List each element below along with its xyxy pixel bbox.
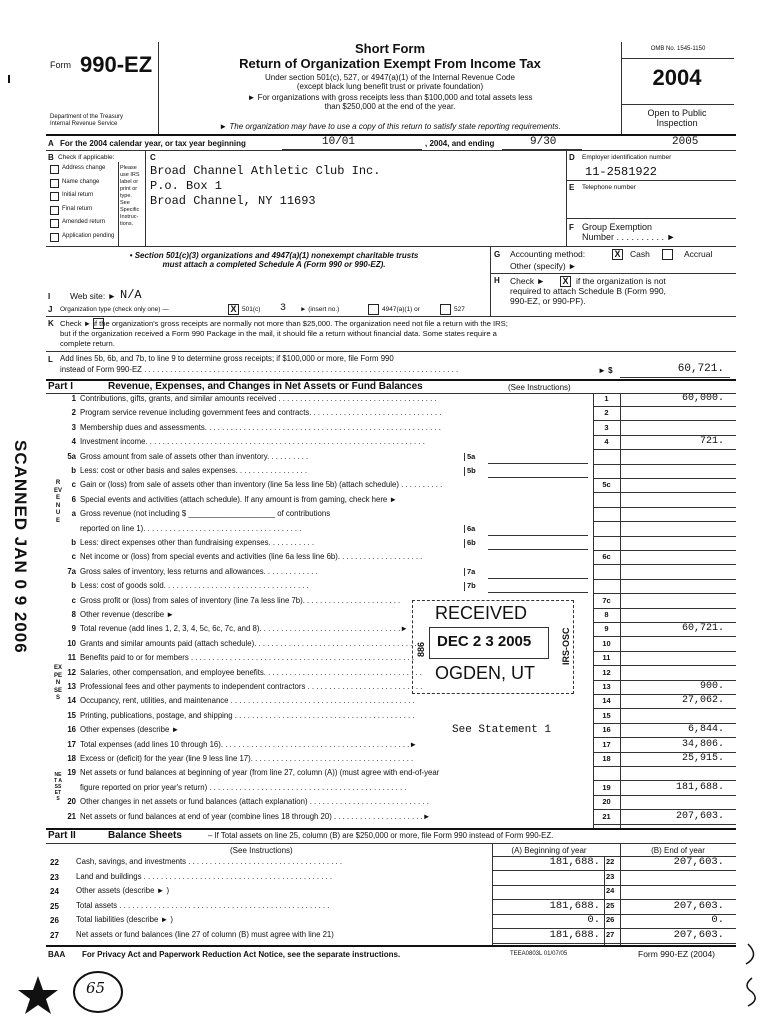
line-l-label: L (48, 355, 53, 364)
line-box-label: 6c (602, 552, 611, 562)
applicable-checkbox[interactable] (50, 192, 59, 201)
4947-checkbox[interactable] (368, 304, 379, 315)
balance-line-text: Land and buildings . . . . . . . . . . . . . . . . . . . . . . . . . . . . . . . . . . . . . . . . . . . . (76, 872, 333, 881)
star-mark (18, 976, 58, 1014)
line-amount[interactable]: 60,721. (681, 623, 724, 635)
line-text: Salaries, other compensation, and employee benefits. . . . . . . . . . . . . . . . . . . . . . . . . . . . . . . . . . . . . (80, 668, 422, 677)
line-e-label: E (569, 183, 575, 192)
irs-label-line: use IRS (120, 172, 140, 178)
line-text: Gain or (loss) from sale of assets other than inventory (line 5a less line 5b) (attach schedule) . . . . . . . . . . (80, 481, 443, 490)
col-a-header: (A) Beginning of year (511, 846, 587, 855)
row-rule (593, 564, 736, 565)
applicable-label: Application pending (62, 232, 115, 239)
col-b-header: (B) End of year (651, 846, 705, 855)
website-label: Web site: ► (70, 291, 117, 301)
applicable-label: Initial return (62, 192, 94, 198)
mid-box-label: 5b (464, 467, 488, 476)
line-box-label: 11 (602, 653, 611, 663)
line-text: Excess or (deficit) for the year (line 9 less line 17). . . . . . . . . . . . . . . . . . . . . . . . . . . . . . . . . . . . . . (80, 755, 414, 763)
inspection: Inspection (656, 118, 698, 128)
row-rule (593, 492, 736, 493)
line-box-label: 2 (604, 408, 609, 418)
line-k-text3: complete return. (60, 339, 115, 348)
line-g-label: G (494, 250, 501, 259)
ein-value: 11-2581922 (585, 165, 658, 179)
balance-line-text: Other assets (describe ► ) (76, 887, 170, 896)
gross-receipts-amount: 60,721. (677, 363, 724, 375)
part1-label: Part I (48, 381, 74, 392)
part2-subtitle: – If Total assets on line 25, column (B) are $250,000 or more, file Form 990 instead of Form 990-EZ. (208, 831, 554, 840)
line-number: 1 (71, 394, 76, 403)
line-text: reported on line 1). . . . . . . . . . . . . . . . . . . . . . . . . . . . . . . . . . . . . (80, 524, 302, 533)
irs-label-note (120, 165, 140, 228)
line-amount[interactable]: 25,915. (681, 753, 724, 764)
end-year-amount[interactable]: 207,603. (673, 899, 724, 912)
group-exemption: Group Exemption (582, 222, 653, 232)
row-rule (593, 608, 736, 609)
form-title: Return of Organization Exempt From Income Tax (239, 56, 541, 71)
501c-checkbox[interactable]: X (228, 304, 239, 315)
title-small: Short Form (354, 41, 426, 56)
form-code: TEEA0803L 01/07/05 (510, 951, 568, 957)
line-text: Less: direct expenses other than fundraising expenses. . . . . . . . . . . (80, 539, 315, 547)
form-number: 990-EZ (80, 52, 153, 77)
part1-see: (See Instructions) (508, 383, 571, 392)
irs-label-line: Specific (120, 207, 140, 213)
mid-amount-field[interactable] (488, 535, 588, 536)
527-label: 527 (454, 306, 465, 313)
stamp-received: RECEIVED (435, 603, 528, 623)
mid-amount-field[interactable] (488, 477, 588, 478)
applicable-checkbox[interactable] (50, 219, 59, 228)
row-rule (593, 795, 736, 796)
subtitle-4: than $250,000 at the end of the year. (324, 102, 456, 111)
irs-label-line: label or (120, 179, 139, 185)
line-number: 20 (67, 797, 76, 807)
line-number: 13 (67, 682, 76, 691)
line-number: 19 (67, 768, 76, 778)
website-value: N/A (120, 288, 142, 302)
irs-label-line: type. (120, 193, 132, 199)
mid-box-label: 6a (464, 525, 488, 534)
balance-box-label: 26 (606, 915, 615, 925)
line-box-label: 10 (602, 638, 611, 648)
line-b-label: B (48, 153, 54, 162)
row-rule (593, 550, 736, 551)
tax-year: 2004 (652, 65, 702, 90)
line-l-text2: instead of Form 990-EZ . . . . . . . . . . . . . . . . . . . . . . . . . . . . . . . . . . . . . . . . . . . . . . . . . . . . . . . . . . . . . . . . . . . . . . . . . (60, 366, 459, 374)
org-type-label: Organization type (check only one) — (60, 306, 169, 313)
irs-label-line: See (120, 200, 130, 206)
row-rule (593, 766, 736, 767)
line-l-text1: Add lines 5b, 6b, and 7b, to line 9 to determine gross receipts; if $100,000 or more, file Form 990 (60, 354, 394, 363)
line-amount[interactable]: 34,806. (681, 738, 724, 750)
line-box-label: 12 (602, 667, 611, 677)
stamp-date: DEC 2 3 2005 (437, 633, 532, 650)
line-text: Program service revenue including government fees and contracts. . . . . . . . . . . . . . . . . . . . . . . . . . . . . . . (80, 409, 442, 418)
line-h-text2: required to attach Schedule B (Form 990, (510, 286, 666, 296)
line-i-label: I (48, 292, 51, 301)
527-checkbox[interactable] (440, 304, 451, 315)
beginning-year-amount[interactable]: 0. (587, 914, 600, 927)
balance-row-rule (492, 885, 736, 886)
balance-row-rule (492, 943, 736, 944)
tax-year-begin: 10/01 (322, 136, 356, 148)
row-rule (593, 824, 736, 825)
beginning-year-amount[interactable]: 181,688. (549, 856, 600, 868)
balance-line-text: Total assets . . . . . . . . . . . . . . . . . . . . . . . . . . . . . . . . . . . . . . . . . . . . . . . . . (76, 901, 330, 910)
circle-number: 65 (86, 979, 106, 997)
scanned-mark: SCANNED JAN 0 9 2006 (11, 440, 30, 654)
mid-box-label: 7b (464, 582, 488, 591)
beginning-year-amount[interactable]: 181,688. (549, 929, 600, 941)
line-text: Membership dues and assessments. . . . . . . . . . . . . . . . . . . . . . . . . . . . . . . . . . . . . . . . . . . . . . . . . . . . . . . (80, 423, 441, 432)
line-number: 2 (71, 408, 76, 418)
line-h-label: H (494, 276, 500, 285)
line-number: 21 (67, 811, 76, 821)
row-rule (593, 651, 736, 652)
part2-title: Balance Sheets (108, 830, 182, 841)
tax-year-end: 9/30 (530, 136, 557, 148)
line-box-label: 1 (604, 394, 609, 403)
line-box-label: 19 (602, 782, 611, 792)
row-rule (593, 406, 736, 407)
line-box-label: 7c (602, 595, 611, 605)
line-d-label: D (569, 153, 575, 162)
tax-year-end-year: 2005 (672, 136, 699, 148)
row-rule (593, 449, 736, 450)
note-501-line1: • Section 501(c)(3) organizations and 4947(a)(1) nonexempt charitable trusts (129, 251, 419, 260)
balance-line-text: Cash, savings, and investments . . . . . . . . . . . . . . . . . . . . . . . . . . . . . . . . . . . . (76, 858, 343, 866)
line-text: Net assets or fund balances at beginning of year (from line 27, column (A)) (must agree with end-of-year (80, 769, 440, 778)
line-text: figure reported on prior year's return) . . . . . . . . . . . . . . . . . . . . . . . . . . . . . . . . . . . . . . . . . . . . . . (80, 783, 407, 792)
line-text: Total expenses (add lines 10 through 16). . . . . . . . . . . . . . . . . . . . . . . . . . . . . . . . . . . . . . . . . . . .► (80, 740, 418, 749)
telephone-title: Telephone number (582, 184, 636, 191)
line-text: Other expenses (describe ► (80, 726, 180, 735)
line-number: b (71, 538, 76, 547)
mid-amount-field[interactable] (488, 592, 588, 593)
line-box-label: 14 (602, 696, 611, 706)
line-amount[interactable]: 60,000. (681, 393, 724, 404)
line-amount[interactable]: 721. (699, 436, 724, 448)
row-rule (593, 464, 736, 465)
line-number: c (71, 552, 76, 562)
end-year-amount[interactable]: 207,603. (673, 929, 724, 941)
beginning-year-amount[interactable]: 181,688. (549, 899, 600, 912)
side-net-assets: NET ASSETS (54, 772, 62, 802)
part2-label: Part II (48, 830, 76, 841)
balance-box-label: 25 (606, 900, 615, 910)
subtitle-2: (except black lung benefit trust or private foundation) (296, 82, 484, 91)
subtitle-5: ► The organization may have to use a copy of this return to satisfy state reporting requirements. (219, 122, 561, 131)
accounting-other: Other (specify) ► (510, 261, 577, 271)
mid-amount-field[interactable] (488, 463, 588, 464)
line-j-label: J (48, 305, 53, 314)
irs-label-line: print or (120, 186, 138, 192)
line-f-label: F (569, 223, 574, 232)
line-text: Professional fees and other payments to independent contractors . . . . . . . . . . . . . . . . . . . . . . . . . . . (80, 683, 423, 691)
balance-line-text: Total liabilities (describe ► ) (76, 916, 173, 925)
subtitle-3: ► For organizations with gross receipts less than $100,000 and total assets less (247, 93, 533, 102)
group-number: Number . . . . . . . . . . ► (582, 232, 676, 242)
balance-box-label: 23 (606, 871, 615, 881)
row-rule (593, 536, 736, 537)
balance-row-rule (492, 870, 736, 871)
footer-form: Form 990-EZ (2004) (638, 949, 715, 959)
line-text: Other changes in net assets or fund balances (attach explanation) . . . . . . . . . . . . . . . . . . . . . . . . . . . . (80, 798, 429, 807)
mid-amount-field[interactable] (488, 578, 588, 579)
balance-line-number: 24 (50, 887, 59, 897)
line-number: 3 (71, 422, 76, 432)
line-number: a (71, 509, 76, 519)
line-box-label: 5c (602, 480, 611, 490)
line-k-text1: Check ► if the organization's gross receipts are normally not more than $25,000. The organization need not file a return with the IRS; (60, 319, 508, 328)
line-number: 18 (67, 754, 76, 763)
row-rule (593, 521, 736, 522)
balance-line-number: 25 (50, 901, 59, 911)
line-box-label: 18 (602, 754, 611, 763)
applicable-checkbox[interactable] (50, 233, 59, 242)
schedule-b-checkbox[interactable]: X (560, 276, 571, 287)
applicable-checkbox[interactable] (50, 165, 59, 174)
line-amount[interactable]: 181,688. (675, 781, 724, 793)
handwritten-marks (12, 970, 142, 1022)
line-text: Special events and activities (attach schedule). If any amount is from gaming, check here ► (80, 495, 398, 504)
applicable-label: Amended return (62, 219, 106, 225)
end-year-amount[interactable]: 0. (711, 914, 724, 927)
line-h-text3: 990-EZ, or 990-PF). (510, 296, 586, 306)
line-text: Contributions, gifts, grants, and similar amounts received . . . . . . . . . . . . . . . . . . . . . . . . . . . . . . . . . . . . . (80, 395, 437, 403)
line-text: Gross revenue (not including $ ____________________ of contributions (80, 510, 331, 519)
line-text: Other revenue (describe ► (80, 611, 174, 619)
row-rule (593, 636, 736, 637)
mid-box-label: 7a (464, 568, 488, 577)
row-rule (593, 579, 736, 580)
line-text: Net income or (loss) from special events and activities (line 6a less line 6b). . . . . . . . . . . . . . . . . . . . (80, 553, 423, 562)
privacy-notice: For Privacy Act and Paperwork Reduction Act Notice, see the separate instructions. (82, 950, 401, 959)
irs-label-line: Please (120, 165, 137, 171)
501c-label: 501(c) (242, 306, 261, 313)
line-box-label: 21 (602, 811, 611, 821)
line-number: 12 (67, 667, 76, 677)
cash-checkbox[interactable]: X (612, 249, 623, 260)
line-box-label: 16 (602, 725, 611, 735)
line-c-label: C (150, 153, 156, 162)
line-text: Gross sales of inventory, less returns and allowances. . . . . . . . . . . . . (80, 567, 318, 576)
line-text: Less: cost or other basis and sales expenses. . . . . . . . . . . . . . . . . (80, 467, 308, 475)
line-text: Net assets or fund balances at end of year (combine lines 18 through 20) . . . . . . . . . . . . . . . . . . . . .► (80, 812, 431, 821)
row-rule (593, 507, 736, 508)
4947-label: 4947(a)(1) or (382, 306, 420, 313)
org-address: P.o. Box 1 (150, 179, 223, 193)
side-revenue: REVENUE (54, 480, 63, 524)
balance-box-label: 24 (606, 886, 615, 896)
line-text: Investment income. . . . . . . . . . . . . . . . . . . . . . . . . . . . . . . . . . . . . . . . . . . . . . . . . . . . . . . . . . . . . . . . . (80, 438, 425, 447)
line-text: Benefits paid to or for members . . . . . . . . . . . . . . . . . . . . . . . . . . . . . . . . . . . . . . . . . . . . . . . . . . . . (80, 654, 415, 663)
balance-row-rule (492, 914, 736, 915)
line-text: Less: cost of goods sold. . . . . . . . . . . . . . . . . . . . . . . . . . . . . . . . . . (80, 582, 309, 591)
line-number: 14 (67, 696, 76, 706)
other-expenses-statement: See Statement 1 (452, 724, 552, 737)
accrual-checkbox[interactable] (662, 249, 673, 260)
line-number: 6 (71, 494, 76, 504)
balance-line-number: 23 (50, 872, 59, 882)
line-number: 7a (67, 566, 76, 576)
line-box-label: 9 (604, 624, 609, 634)
row-rule (593, 593, 736, 594)
margin-scribble (738, 940, 768, 1010)
applicable-label: Final return (62, 205, 93, 212)
form-label: Form (50, 60, 71, 70)
501c-number: 3 (280, 303, 287, 314)
line-amount[interactable]: 207,603. (675, 810, 724, 822)
line-box-label: 20 (602, 797, 611, 807)
mid-box-label: 6b (464, 539, 488, 548)
accounting-method: Accounting method: (510, 249, 586, 259)
end-year-amount[interactable]: 207,603. (673, 856, 724, 868)
insert-no: ► (insert no.) (300, 306, 340, 313)
line-number: 10 (67, 638, 76, 648)
line-h-check: Check ► (510, 276, 545, 286)
line-k-label: K (48, 319, 54, 328)
line-a-text: For the 2004 calendar year, or tax year beginning (60, 139, 246, 148)
line-number: b (71, 466, 76, 475)
line-text: Gross profit or (loss) from sales of inventory (line 7a less line 7b). . . . . . . . . . . . . . . . . . . . . . . (80, 596, 401, 605)
line-amount[interactable]: 6,844. (687, 724, 724, 736)
balance-line-number: 27 (50, 931, 59, 940)
line-k-text2: but if the organization received a Form 990 Package in the mail, it should file a return without financial data. Some states require a (60, 329, 497, 338)
row-rule (593, 478, 736, 479)
baa: BAA (48, 950, 66, 959)
org-city: Broad Channel, NY 11693 (150, 194, 316, 208)
accrual-label: Accrual (684, 249, 713, 259)
line-box-label: 15 (602, 710, 611, 720)
line-box-label: 4 (604, 437, 609, 447)
line-number: 4 (71, 437, 76, 447)
line-text: Printing, publications, postage, and shipping . . . . . . . . . . . . . . . . . . . . . . . . . . . . . . . . . . . . . . . . . . (80, 711, 415, 720)
cash-label: Cash (630, 249, 650, 259)
mid-box-label: 5a (464, 453, 488, 462)
line-amount[interactable]: 27,062. (681, 695, 724, 707)
line-number: 8 (71, 610, 76, 619)
scan-mark (8, 75, 10, 83)
row-rule (593, 420, 736, 421)
line-text: Grants and similar amounts paid (attach schedule). . . . . . . . . . . . . . . . . . . . . . . . . . . . . . . . . . . . . . (80, 639, 417, 648)
applicable-label: Name change (62, 178, 100, 185)
line-a-label: A (48, 139, 54, 148)
line-text: Total revenue (add lines 1, 2, 3, 4, 5c, 6c, 7c, and 8). . . . . . . . . . . . . . . . . . . . . . . . . . . . . . . . .► (80, 625, 408, 634)
row-rule (593, 708, 736, 709)
line-text: Occupancy, rent, utilities, and maintenance . . . . . . . . . . . . . . . . . . . . . . . . . . . . . . . . . . . . . . . . . . . (80, 697, 415, 706)
balance-box-label: 27 (606, 930, 615, 939)
check-applicable: Check if applicable: (58, 154, 115, 161)
applicable-checkbox[interactable] (50, 179, 59, 188)
balance-line-number: 26 (50, 916, 59, 926)
line-amount[interactable]: 900. (699, 681, 724, 692)
part2-see: (See Instructions) (230, 846, 293, 855)
stamp-left-code: 886 (416, 641, 426, 657)
org-name: Broad Channel Athletic Club Inc. (150, 164, 381, 178)
ein-title: Employer identification number (582, 154, 672, 161)
line-box-label: 3 (604, 422, 609, 432)
line-number: 16 (67, 725, 76, 735)
line-h-text1: if the organization is not (576, 276, 666, 286)
stamp-right-code: IRS-OSC (561, 627, 571, 665)
line-number: b (71, 581, 76, 591)
line-number: 15 (67, 710, 76, 720)
line-number: c (71, 595, 76, 605)
applicable-label: Address change (62, 165, 106, 171)
received-stamp (412, 600, 574, 694)
side-expenses: EXPENSES (54, 665, 63, 701)
mid-amount-field[interactable] (488, 549, 588, 550)
line-box-label: 13 (602, 682, 611, 691)
part1-title: Revenue, Expenses, and Changes in Net Assets or Fund Balances (108, 381, 423, 392)
line-number: 9 (71, 624, 76, 634)
irs-label: Internal Revenue Service (50, 121, 118, 127)
stamp-place: OGDEN, UT (435, 663, 536, 683)
line-number: c (71, 480, 76, 490)
line-box-label: 8 (604, 610, 609, 619)
note-501-line2: must attach a completed Schedule A (Form 990 or 990-EZ). (162, 260, 386, 269)
line-box-label: 17 (602, 739, 611, 749)
line-number: 5a (67, 451, 76, 461)
line-number: 11 (67, 653, 76, 663)
line-a-mid: , 2004, and ending (425, 139, 495, 148)
omb-number: OMB No. 1545-1150 (650, 46, 706, 52)
subtitle-1: Under section 501(c), 527, or 4947(a)(1) of the Internal Revenue Code (265, 73, 515, 82)
balance-line-number: 22 (50, 858, 59, 867)
applicable-checkbox[interactable] (50, 206, 59, 215)
line-number: 17 (67, 739, 76, 749)
open-public: Open to Public (647, 108, 707, 118)
line-text: Gross amount from sale of assets other than inventory. . . . . . . . . . (80, 452, 309, 461)
line-l-arrow: ► $ (598, 366, 613, 375)
irs-label-line: tions. (120, 221, 134, 227)
dept-treasury: Department of the Treasury (50, 114, 124, 120)
irs-label-line: Instruc- (120, 214, 139, 220)
balance-box-label: 22 (606, 857, 615, 866)
balance-line-text: Net assets or fund balances (line 27 of column (B) must agree with line 21) (76, 931, 334, 939)
row-rule (593, 665, 736, 666)
